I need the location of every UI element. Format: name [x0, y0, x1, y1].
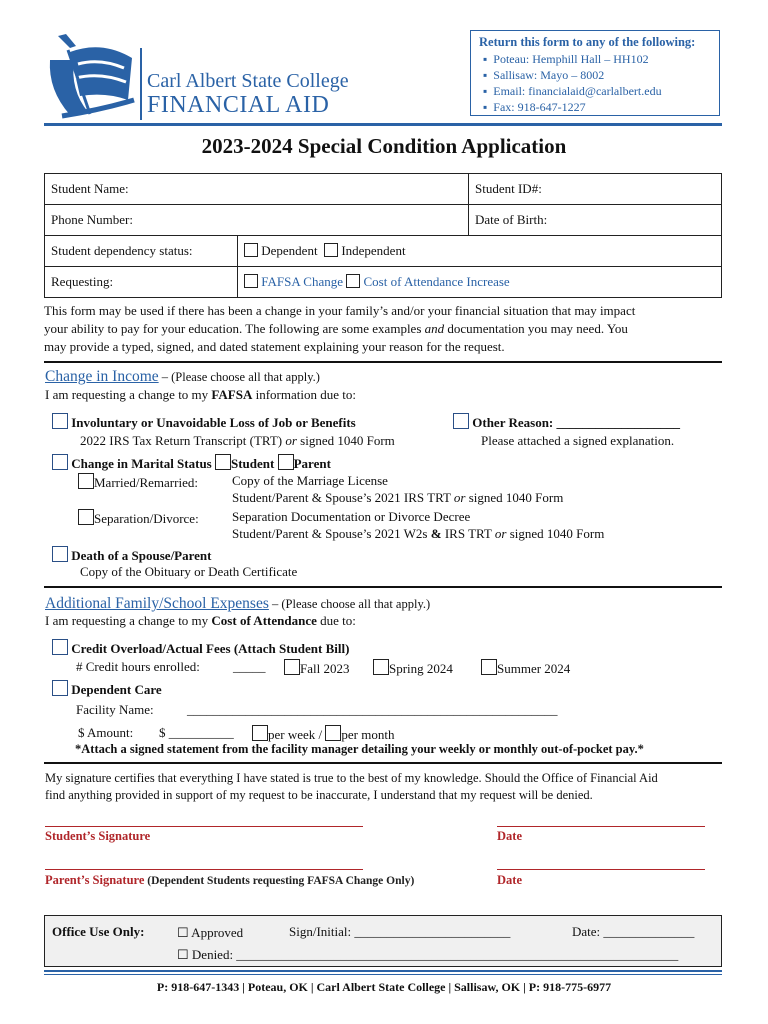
separation-checkbox[interactable]	[78, 509, 94, 525]
per-week-option	[252, 725, 394, 743]
separation-doc2	[232, 526, 604, 542]
dependency-options	[238, 236, 722, 267]
expenses-req-text: due to:	[316, 613, 356, 628]
intro-text: your ability to pay for your education. The following are some examples	[44, 321, 425, 336]
married-checkbox[interactable]	[78, 473, 94, 489]
fafsa-change-label: FAFSA Change	[261, 274, 343, 289]
summer-checkbox[interactable]	[481, 659, 497, 675]
approved-option[interactable]: ☐ Approved	[177, 925, 244, 940]
expenses-req-bold: Cost of Attendance	[211, 613, 317, 628]
death-label: Death of a Spouse/Parent	[71, 548, 212, 563]
married-doc1: Copy of the Marriage License	[232, 473, 388, 488]
amount-label: $ Amount:	[78, 725, 134, 740]
credit-hours-label: # Credit hours enrolled:	[76, 659, 200, 674]
dob-label: Date of Birth:	[475, 212, 548, 227]
facility-input[interactable]: _________________________________________________________	[187, 702, 558, 717]
coa-increase-checkbox[interactable]	[346, 274, 360, 288]
certify-line: My signature certifies that everything I have stated is true to the best of my knowledge. Should the Office of Financial Aid	[45, 771, 658, 785]
marital-label: Change in Marital Status	[71, 456, 212, 471]
student-name-label: Student Name:	[51, 181, 129, 196]
parent-date-label: Date	[497, 873, 522, 887]
marital-student-label: Student	[230, 456, 275, 471]
parent-signature-note: (Dependent Students requesting FAFSA Change Only)	[144, 875, 415, 887]
intro-line	[44, 320, 734, 338]
expenses-section-heading	[45, 595, 430, 613]
separation-label: Separation/Divorce:	[94, 511, 199, 526]
return-item: ▪ Fax: 918-647-1227	[483, 100, 586, 114]
credit-label: Credit Overload/Actual Fees (Attach Student Bill)	[71, 641, 350, 656]
marital-checkbox[interactable]	[52, 454, 68, 470]
spring-checkbox[interactable]	[373, 659, 389, 675]
student-date-label: Date	[497, 829, 522, 843]
fall-label: Fall 2023	[300, 661, 350, 676]
income-heading: Change in Income	[45, 368, 159, 385]
dependent-care-label: Dependent Care	[71, 682, 162, 697]
credit-option	[52, 639, 349, 657]
parent-signature-label	[45, 873, 414, 888]
student-id-label: Student ID#:	[475, 181, 542, 196]
header-divider	[140, 48, 142, 120]
return-item-text: Poteau: Hemphill Hall – HH102	[493, 52, 649, 66]
separation-doc2-amp: &	[430, 526, 442, 541]
other-reason-label: Other Reason: ___________________	[472, 415, 681, 430]
intro-paragraph	[44, 302, 734, 356]
job-loss-option	[52, 413, 356, 431]
intro-line: This form may be used if there has been a change in your family’s and/or your financial situation that may impact	[44, 303, 636, 318]
student-signature-line[interactable]	[45, 826, 363, 827]
viking-ship-icon	[40, 30, 140, 125]
form-title: 2023-2024 Special Condition Application	[201, 134, 567, 158]
marital-option	[52, 454, 331, 472]
married-option	[78, 473, 198, 491]
student-date-line[interactable]	[497, 826, 705, 827]
spring-label: Spring 2024	[389, 661, 453, 676]
requesting-options	[238, 267, 722, 298]
married-doc2-text: Student/Parent & Spouse’s 2021 IRS TRT	[232, 490, 454, 505]
return-item-text: Email: financialaid@carlalbert.edu	[493, 84, 662, 98]
parent-date-line[interactable]	[497, 869, 705, 870]
section-divider	[44, 762, 722, 764]
married-label: Married/Remarried:	[94, 475, 198, 490]
parent-signature-line[interactable]	[45, 869, 363, 870]
independent-checkbox[interactable]	[324, 243, 338, 257]
credit-checkbox[interactable]	[52, 639, 68, 655]
dependent-care-option	[52, 680, 162, 698]
footer-contact: P: 918-647-1343 | Poteau, OK | Carl Albert State College | Sallisaw, OK | P: 918-775-6977	[156, 980, 612, 994]
header-rule	[44, 123, 722, 126]
income-req-bold: FAFSA	[211, 387, 253, 402]
return-item-text: Fax: 918-647-1227	[493, 100, 586, 114]
return-item: ▪ Email: financialaid@carlalbert.edu	[483, 84, 662, 98]
expenses-heading-note: – (Please choose all that apply.)	[268, 597, 431, 611]
coa-increase-label: Cost of Attendance Increase	[363, 274, 510, 289]
dependency-label-cell	[45, 236, 238, 267]
per-month-label: per month	[341, 727, 395, 742]
footer-rule-thin	[44, 974, 722, 975]
section-divider	[44, 361, 722, 363]
other-reason-checkbox[interactable]	[453, 413, 469, 429]
married-doc2-or: or	[453, 490, 466, 505]
job-loss-doc-text: signed 1040 Form	[296, 433, 395, 448]
facility-label: Facility Name:	[76, 702, 154, 717]
separation-doc2-text: signed 1040 Form	[506, 526, 605, 541]
intro-text: documentation you may need. You	[444, 321, 628, 336]
dependency-label: Student dependency status:	[51, 243, 193, 258]
department-name: FINANCIAL AID	[147, 92, 330, 118]
dependent-care-checkbox[interactable]	[52, 680, 68, 696]
marital-student-checkbox[interactable]	[215, 454, 231, 470]
requesting-label-cell	[45, 267, 238, 298]
death-checkbox[interactable]	[52, 546, 68, 562]
requesting-label: Requesting:	[51, 274, 114, 289]
sign-initial-field[interactable]: Sign/Initial: ________________________	[289, 924, 511, 939]
college-logo	[40, 30, 140, 125]
dependent-checkbox[interactable]	[244, 243, 258, 257]
income-req-text: information due to:	[252, 387, 356, 402]
marital-parent-checkbox[interactable]	[278, 454, 294, 470]
expenses-req-text: I am requesting a change to my	[45, 613, 212, 628]
income-section-heading	[45, 368, 320, 386]
section-divider	[44, 586, 722, 588]
death-option	[52, 546, 211, 564]
return-box-title: Return this form to any of the following:	[479, 35, 696, 49]
separation-doc2-text: Student/Parent & Spouse’s 2021 W2s	[232, 526, 431, 541]
office-use-box	[44, 915, 722, 967]
job-loss-label: Involuntary or Unavoidable Loss of Job or Benefits	[71, 415, 356, 430]
denied-option[interactable]: ☐ Denied: ____________________________________________________________________	[177, 947, 679, 962]
other-reason-doc: Please attached a signed explanation.	[481, 433, 675, 448]
return-item: ▪ Poteau: Hemphill Hall – HH102	[483, 52, 649, 66]
per-week-checkbox[interactable]	[252, 725, 268, 741]
separation-doc2-text: IRS TRT	[441, 526, 495, 541]
other-reason-option	[453, 413, 680, 431]
job-loss-doc-text: 2022 IRS Tax Return Transcript (TRT)	[80, 433, 286, 448]
married-doc2	[232, 490, 563, 506]
dependent-label: Dependent	[261, 243, 318, 258]
parent-signature-text: Parent’s Signature	[45, 873, 145, 887]
separation-doc1: Separation Documentation or Divorce Decree	[232, 509, 471, 524]
per-month-checkbox[interactable]	[325, 725, 341, 741]
intro-emphasis: and	[424, 321, 445, 336]
separation-doc2-or: or	[494, 526, 507, 541]
job-loss-checkbox[interactable]	[52, 413, 68, 429]
summer-option	[481, 659, 570, 677]
fall-option	[284, 659, 349, 677]
job-loss-doc	[80, 433, 395, 449]
separation-option	[78, 509, 199, 527]
expenses-heading: Additional Family/School Expenses	[45, 595, 269, 612]
amount-input[interactable]: $ __________	[159, 725, 234, 740]
intro-line: may provide a typed, signed, and dated statement explaining your reason for the request.	[44, 339, 505, 354]
marital-parent-label: Parent	[293, 456, 331, 471]
income-heading-note: – (Please choose all that apply.)	[158, 370, 320, 384]
dob-field[interactable]	[469, 205, 722, 236]
phone-label: Phone Number:	[51, 212, 133, 227]
college-name: Carl Albert State College	[147, 70, 349, 92]
attach-note: *Attach a signed statement from the facility manager detailing your weekly or monthly out-of-pocket pay.*	[75, 742, 644, 756]
summer-label: Summer 2024	[497, 661, 571, 676]
student-name-field[interactable]	[45, 174, 469, 205]
fafsa-change-checkbox[interactable]	[244, 274, 258, 288]
per-week-label: per week /	[268, 727, 323, 742]
death-doc: Copy of the Obituary or Death Certificate	[80, 564, 298, 579]
return-item: ▪ Sallisaw: Mayo – 8002	[483, 68, 605, 82]
expenses-request-line	[45, 613, 356, 629]
return-box	[470, 30, 720, 116]
credit-hours-input[interactable]: _____	[233, 659, 266, 674]
independent-label: Independent	[341, 243, 406, 258]
office-use-label: Office Use Only:	[52, 924, 145, 939]
student-info-table	[44, 173, 722, 298]
return-item-text: Sallisaw: Mayo – 8002	[493, 68, 605, 82]
job-loss-doc-or: or	[285, 433, 297, 448]
office-date-field[interactable]: Date: ______________	[572, 924, 695, 939]
income-req-text: I am requesting a change to my	[45, 387, 212, 402]
spring-option	[373, 659, 453, 677]
student-id-field[interactable]	[469, 174, 722, 205]
student-signature-label: Student’s Signature	[45, 829, 151, 843]
married-doc2-text: signed 1040 Form	[465, 490, 564, 505]
certify-text	[45, 770, 658, 804]
certify-line: find anything provided in support of my request to be inaccurate, I understand that my request will be denied.	[45, 788, 593, 802]
fall-checkbox[interactable]	[284, 659, 300, 675]
phone-field[interactable]	[45, 205, 469, 236]
income-request-line	[45, 387, 356, 403]
footer-rule	[44, 970, 722, 972]
